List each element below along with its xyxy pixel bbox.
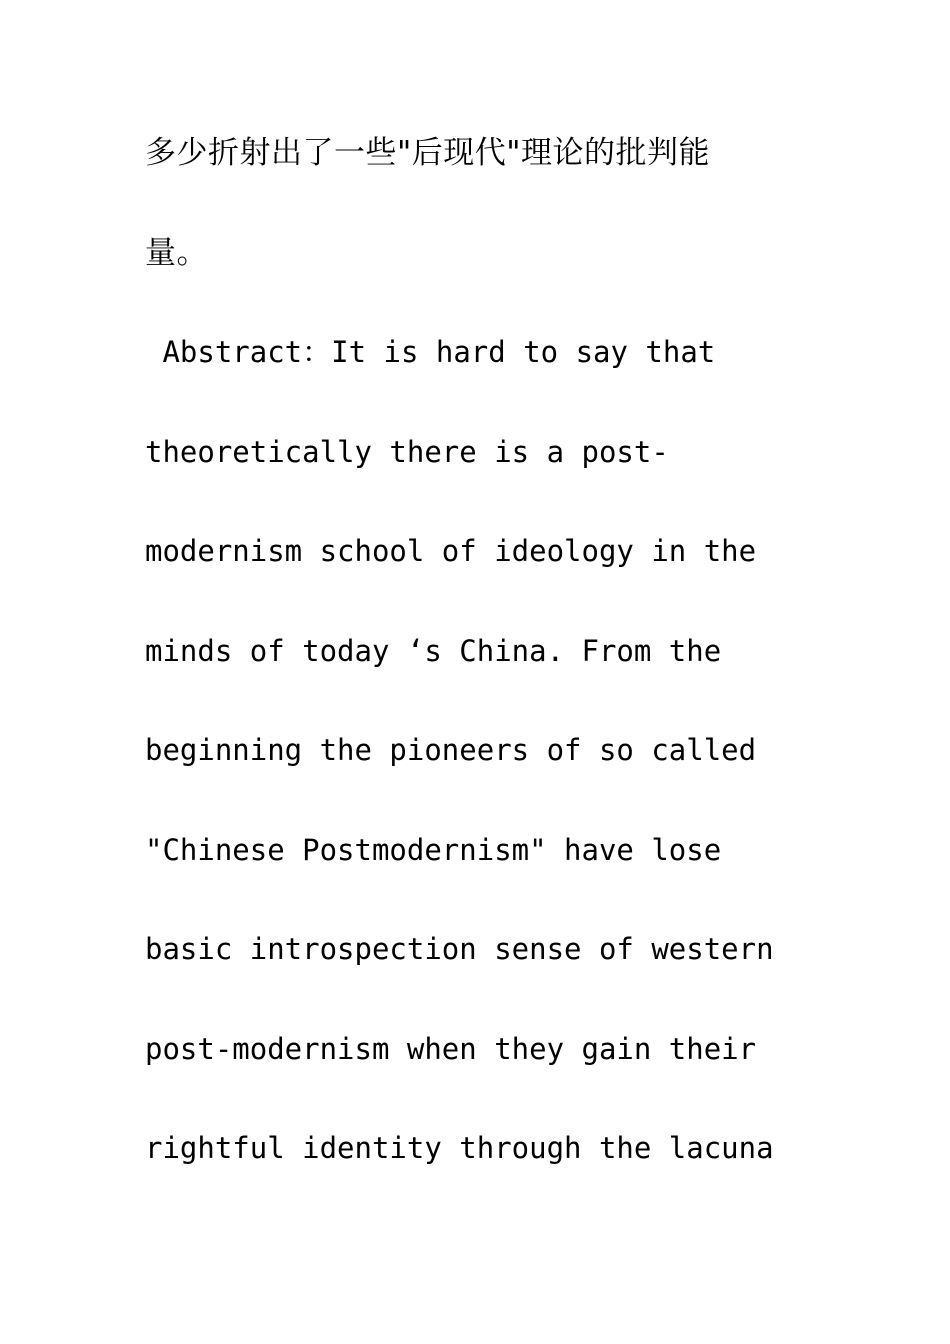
text-line: theoretically there is a post- [145,435,669,469]
text-line: basic introspection sense of western [145,932,774,966]
text-line: rightful identity through the lacuna [145,1131,774,1165]
text-line: beginning the pioneers of so called [145,733,757,767]
text-line: post-modernism when they gain their [145,1032,757,1066]
text-line: minds of today ‘s China. From the [145,634,722,668]
text-line: modernism school of ideology in the [145,534,757,568]
text-line: "Chinese Postmodernism" have lose [145,833,722,867]
text-line: 量。 [145,235,208,271]
text-line: 多少折射出了一些"后现代"理论的批判能 [145,135,711,171]
abstract-line: Abstract：It is hard to say that [145,335,716,369]
